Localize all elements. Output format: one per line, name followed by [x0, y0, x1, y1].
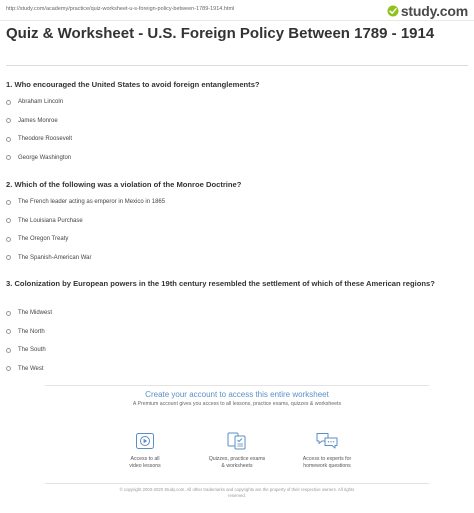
chat-bubbles-icon [315, 431, 339, 451]
answer-label: The Spanish-American War [18, 254, 92, 261]
answer-option[interactable] [6, 212, 306, 231]
answer-option[interactable] [6, 360, 306, 379]
feature-text-line: Quizzes, practice exams [208, 456, 266, 462]
answer-option[interactable] [6, 249, 306, 268]
feature-text-line: video lessons [129, 462, 161, 469]
answer-label: The French leader acting as emperor in Mexico in 1865 [18, 199, 166, 206]
copyright-line: reserved. [228, 493, 246, 498]
logo-text: study.com [400, 3, 468, 19]
question-1: 1. Who encouraged the United States to avoid foreign entanglements? [6, 80, 260, 89]
radio-button[interactable] [6, 366, 11, 371]
top-bar [0, 0, 474, 21]
page-url: http://study.com/academy/practice/quiz-worksheet-u-s-foreign-policy-between-1789-1914.html [6, 6, 235, 12]
answer-option[interactable] [6, 112, 306, 131]
answer-option[interactable] [6, 341, 306, 360]
answer-label: Abraham Lincoln [18, 99, 64, 106]
radio-button[interactable] [6, 100, 11, 105]
question-3: 3. Colonization by European powers in the 19th century resembled the settlement of which of these American regions? [6, 279, 435, 288]
premium-promo [0, 385, 474, 485]
radio-button[interactable] [6, 329, 11, 334]
answer-label: James Monroe [18, 117, 58, 124]
answer-option[interactable] [6, 230, 306, 249]
feature-text-line: Access to all [130, 456, 160, 462]
question-2: 2. Which of the following was a violation of the Monroe Doctrine? [6, 180, 242, 189]
feature-experts [272, 431, 382, 469]
radio-button[interactable] [6, 200, 11, 205]
title-divider [6, 65, 468, 66]
feature-text-line: Access to experts for [302, 456, 352, 462]
answer-label: George Washington [18, 154, 72, 161]
page-title: Quiz & Worksheet - U.S. Foreign Policy Between 1789 - 1914 [6, 25, 435, 42]
radio-button[interactable] [6, 118, 11, 123]
answer-label: Theodore Roosevelt [18, 136, 73, 143]
feature-text-line: & worksheets [221, 462, 253, 469]
radio-button[interactable] [6, 155, 11, 160]
question-2-options [6, 193, 306, 267]
answer-label: The South [18, 347, 46, 354]
answer-option[interactable] [6, 304, 306, 323]
radio-button[interactable] [6, 311, 11, 316]
video-play-icon [135, 431, 155, 451]
radio-button[interactable] [6, 237, 11, 242]
question-3-options [6, 304, 306, 378]
question-1-options [6, 93, 306, 167]
study-logo[interactable] [387, 3, 468, 19]
answer-label: The Oregon Treaty [18, 236, 69, 243]
quiz-worksheet-icon [226, 431, 248, 451]
study-logo-icon [387, 5, 399, 17]
answer-label: The North [18, 328, 45, 335]
radio-button[interactable] [6, 255, 11, 260]
footer-divider [45, 483, 429, 484]
answer-option[interactable] [6, 130, 306, 149]
radio-button[interactable] [6, 348, 11, 353]
answer-label: The Midwest [18, 310, 53, 317]
promo-subtitle: A Premium account gives you access to all lessons, practice exams, quizzes & worksheets [132, 401, 342, 407]
answer-label: The Louisiana Purchase [18, 217, 83, 224]
answer-label: The West [18, 365, 44, 372]
answer-option[interactable] [6, 193, 306, 212]
radio-button[interactable] [6, 218, 11, 223]
radio-button[interactable] [6, 137, 11, 142]
answer-option[interactable] [6, 149, 306, 168]
feature-text-line: homework questions [303, 462, 351, 469]
answer-option[interactable] [6, 93, 306, 112]
copyright-line: © copyright 2003-2020 Study.com. All other trademarks and copyrights are the property of their respective owners. All rights [119, 487, 355, 492]
promo-title[interactable]: Create your account to access this entire worksheet [145, 390, 329, 399]
copyright-footer [80, 487, 394, 499]
answer-option[interactable] [6, 323, 306, 342]
promo-divider [45, 385, 429, 386]
